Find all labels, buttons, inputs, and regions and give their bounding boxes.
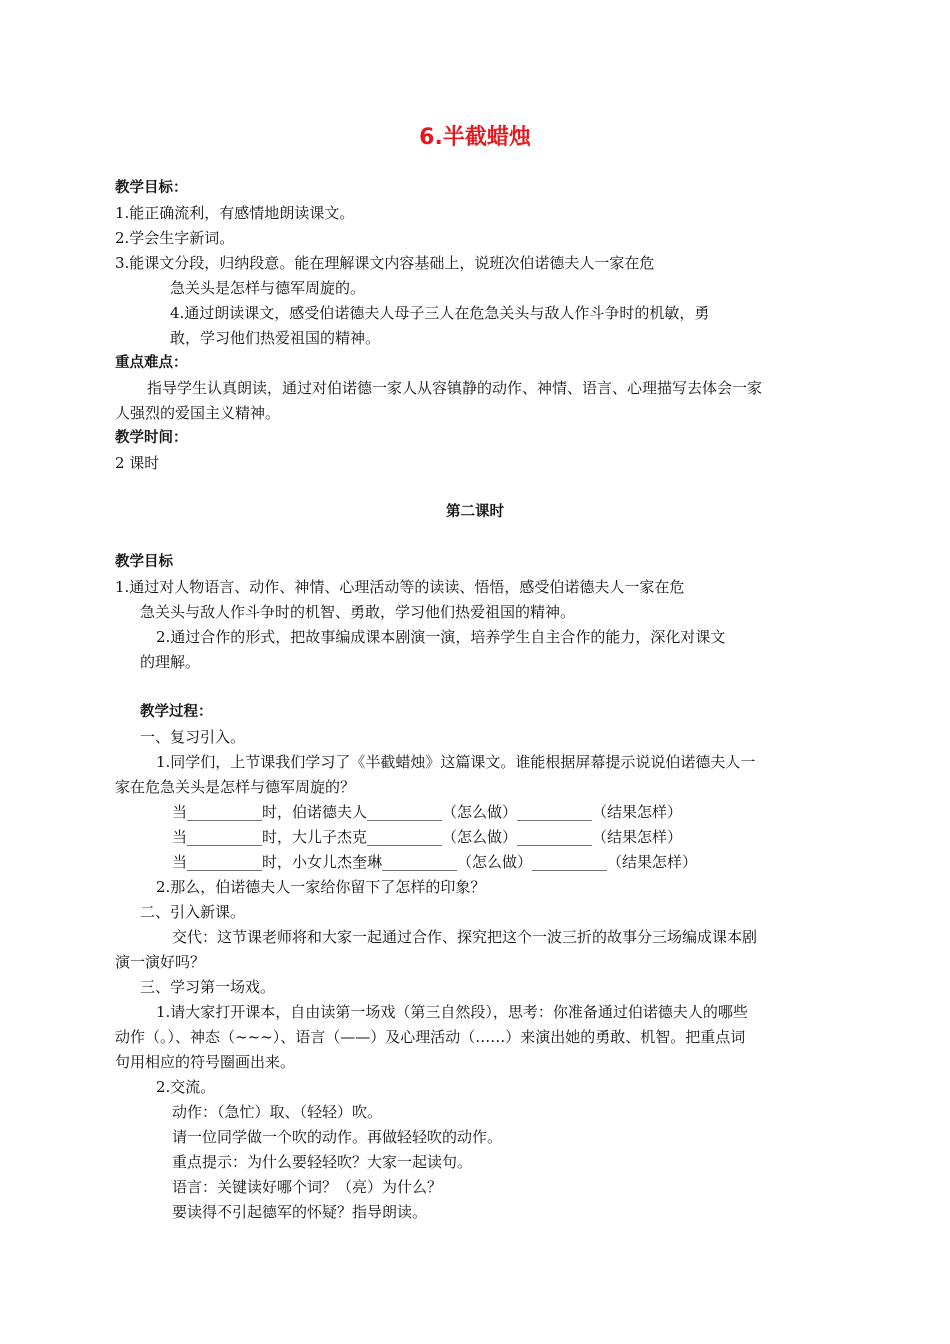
- lesson2-goal-line: 1.通过对人物语言、动作、神情、心理活动等的读读、悟悟，感受伯诺德夫人一家在危: [115, 578, 685, 596]
- process-line: 语言：关键读好哪个词？（亮）为什么？: [172, 1178, 443, 1196]
- process-line: 1.同学们，上节课我们学习了《半截蜡烛》这篇课文。谁能根据屏幕提示说说伯诺德夫人一: [156, 753, 756, 771]
- keypoints-line: 人强烈的爱国主义精神。: [115, 404, 281, 422]
- process-heading: 教学过程：: [140, 704, 213, 720]
- process-line: 一、复习引入。: [140, 728, 246, 746]
- process-line: 交代：这节课老师将和大家一起通过合作、探究把这个一波三折的故事分三场编成课本剧: [172, 928, 758, 946]
- goal-line: 3.能课文分段，归纳段意。能在理解课文内容基础上，说班次伯诺德夫人一家在危: [115, 254, 655, 272]
- fill-blank-line: 当__________时，伯诺德夫人__________（怎么做）__________（结果怎样）: [172, 803, 683, 821]
- process-line: 动作（。）、神态（~~~）、语言（——）及心理活动（……）来演出她的勇敢、机智。把重点词: [115, 1028, 746, 1046]
- fill-blank-line: 当__________时，大儿子杰克__________（怎么做）__________（结果怎样）: [172, 828, 683, 846]
- lesson2-goal-line: 2.通过合作的形式，把故事编成课本剧演一演，培养学生自主合作的能力，深化对课文: [156, 628, 726, 646]
- goal-line: 2.学会生字新词。: [115, 229, 235, 247]
- lesson2-heading: 第二课时: [446, 504, 504, 520]
- keypoints-line: 指导学生认真朗读，通过对伯诺德一家人从容镇静的动作、神情、语言、心理描写去体会一家: [147, 379, 763, 397]
- goal-line: 急关头是怎样与德军周旋的。: [170, 279, 366, 297]
- process-line: 二、引入新课。: [140, 903, 246, 921]
- process-line: 重点提示：为什么要轻轻吹？大家一起读句。: [172, 1153, 473, 1171]
- lesson2-goal-line: 的理解。: [140, 653, 201, 671]
- goal-line: 敢，学习他们热爱祖国的精神。: [170, 329, 381, 347]
- time-value: 2 课时: [115, 454, 160, 472]
- goal-line: 4.通过朗读课文，感受伯诺德夫人母子三人在危急关头与敌人作斗争时的机敏，勇: [170, 304, 710, 322]
- process-line: 2.交流。: [156, 1078, 216, 1096]
- process-line: 1.请大家打开课本，自由读第一场戏（第三自然段），思考：你准备通过伯诺德夫人的哪些: [156, 1003, 748, 1021]
- fill-blank-line: 当__________时，小女儿杰奎琳__________（怎么做）__________（结果怎样）: [172, 853, 698, 871]
- process-line: 2.那么，伯诺德夫人一家给你留下了怎样的印象？: [156, 878, 486, 896]
- lesson2-goals-heading: 教学目标: [115, 554, 173, 570]
- process-line: 三、学习第一场戏。: [140, 978, 276, 996]
- process-line: 要读得不引起德军的怀疑？指导朗读。: [172, 1203, 428, 1221]
- process-line: 请一位同学做一个吹的动作。再做轻轻吹的动作。: [172, 1128, 503, 1146]
- document-title: 6.半截蜡烛: [419, 125, 531, 150]
- lesson2-goal-line: 急关头与敌人作斗争时的机智、勇敢，学习他们热爱祖国的精神。: [140, 603, 576, 621]
- time-heading: 教学时间：: [115, 430, 188, 446]
- process-line: 句用相应的符号圈画出来。: [115, 1053, 296, 1071]
- process-line: 演一演好吗？: [115, 953, 206, 971]
- process-line: 家在危急关头是怎样与德军周旋的？: [115, 778, 356, 796]
- goal-line: 1.能正确流利，有感情地朗读课文。: [115, 204, 355, 222]
- keypoints-heading: 重点难点：: [115, 355, 188, 371]
- goals-heading: 教学目标：: [115, 180, 188, 196]
- process-line: 动作：（急忙）取、（轻轻）吹。: [172, 1103, 383, 1121]
